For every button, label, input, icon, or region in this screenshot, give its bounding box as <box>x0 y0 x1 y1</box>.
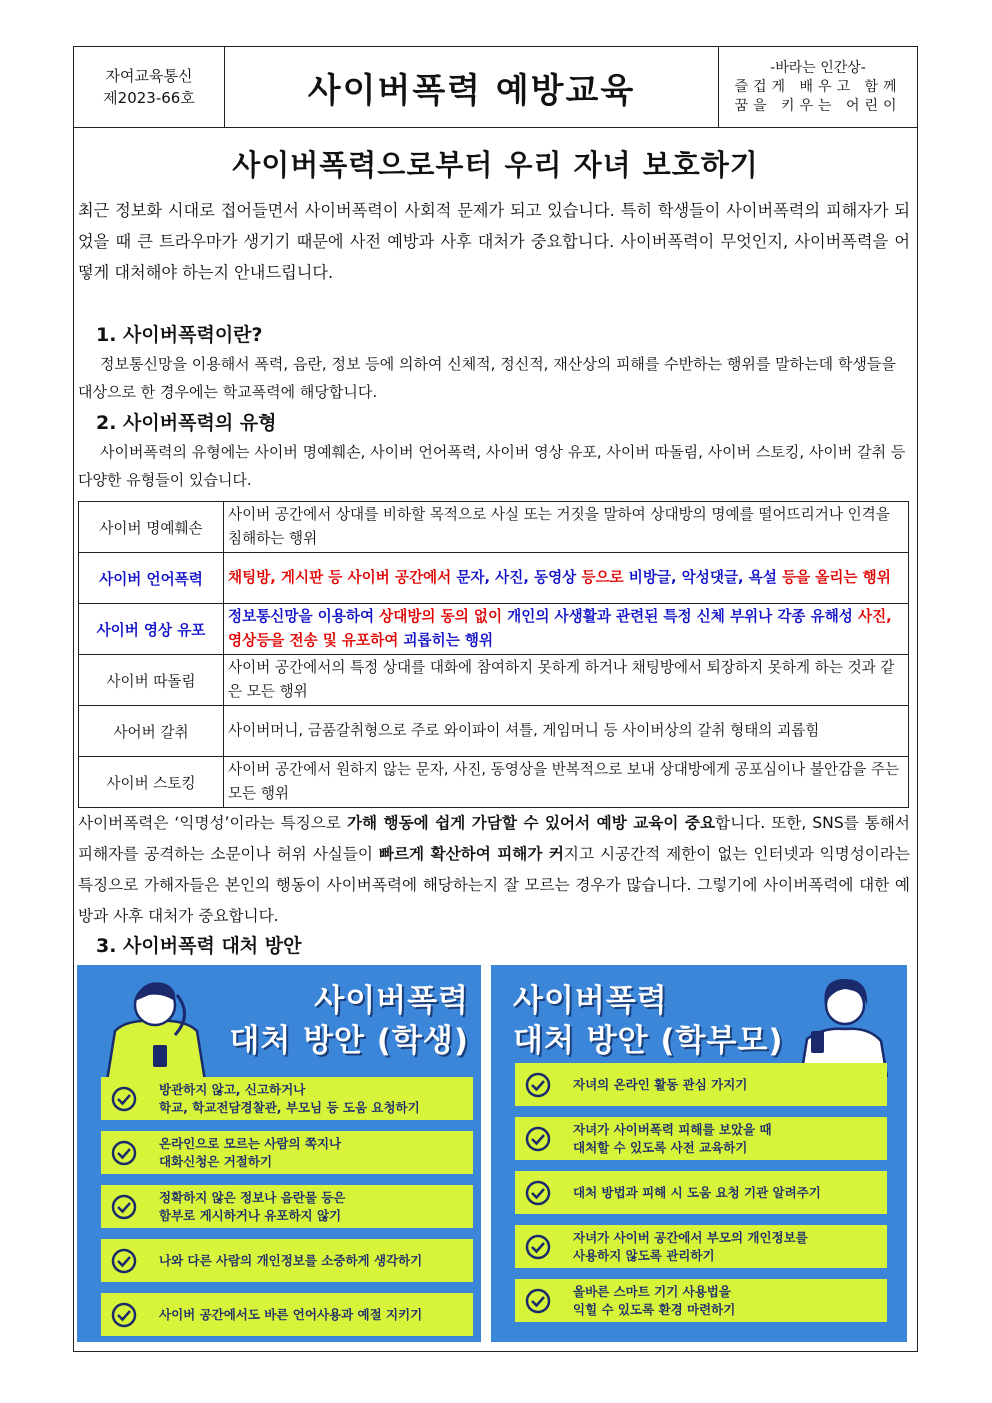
desc-segment: 문자, 사진, 동영상 <box>456 569 577 586</box>
tip-line: 온라인으로 모르는 사람의 쪽지나 <box>159 1135 342 1151</box>
doc-title: 사이버폭력으로부터 우리 자녀 보호하기 <box>232 148 759 182</box>
student-tip <box>101 1131 473 1174</box>
parent-response-panel <box>491 965 907 1342</box>
check-circle-icon <box>515 1279 561 1322</box>
tip-line: 대화신청은 거절하기 <box>159 1153 273 1169</box>
text-segment: 사이버폭력은 ‘익명성’이라는 특징으로 <box>78 814 347 832</box>
section1-heading: 1. 사이버폭력이란? <box>96 324 263 346</box>
type-name: 사이버 영상 유포 <box>79 604 224 655</box>
intro-paragraph: 최근 정보화 시대로 접어들면서 사이버폭력이 사회적 문제가 되고 있습니다. 특히 학생들이 사이버폭력의 피해자가 되었을 때 큰 트라우마가 생기기 때문에 사전 예방과 사후 대처가 중요합니다. 사이버폭력이 무엇인지, 사이버폭력을 어떻게 대처해야 하는지 안내드립니다. <box>78 201 910 282</box>
check-circle-icon <box>515 1117 561 1160</box>
newsletter-frame <box>73 46 918 1352</box>
check-circle-icon <box>101 1131 147 1174</box>
student-tip <box>101 1077 473 1120</box>
table-row <box>79 502 909 553</box>
desc-segment: 개인의 사생활과 관련된 특정 신체 부위나 각종 유해성 <box>502 608 858 625</box>
type-desc: 사이버 공간에서 원하지 않는 문자, 사진, 동영상을 반복적으로 보내 상대방에게 공포심이나 불안감을 주는 모든 행위 <box>224 757 909 808</box>
type-desc: 사이버 공간에서의 특정 상대를 대화에 참여하지 못하게 하거나 채팅방에서 퇴장하지 못하게 하는 것과 같은 모든 행위 <box>224 655 909 706</box>
publication-name: 자여교육통신 <box>105 67 193 85</box>
type-name: 사이버 언어폭력 <box>79 553 224 604</box>
desc-segment: 정보통신망을 이용하여 <box>228 608 380 625</box>
tip-text <box>561 1283 735 1319</box>
desc-segment: 비방글, 악성댓글, 욕설 <box>628 569 777 586</box>
table-row <box>79 655 909 706</box>
check-circle-icon <box>101 1293 147 1336</box>
type-desc: 사이버머니, 금품갈취형으로 주로 와이파이 셔틀, 게임머니 등 사이버상의 갈취 형태의 괴롭힘 <box>224 706 909 757</box>
tip-text <box>147 1189 345 1225</box>
type-desc <box>224 553 909 604</box>
section3-heading: 3. 사이버폭력 대처 방안 <box>96 935 302 957</box>
title-line: 대처 방안 (학생) <box>229 1023 469 1059</box>
school-motto <box>719 47 917 127</box>
check-circle-icon <box>101 1185 147 1228</box>
tip-line: 자녀가 사이버 공간에서 부모의 개인정보를 <box>573 1229 808 1245</box>
parent-tip <box>515 1117 887 1160</box>
parent-panel-title <box>513 981 784 1061</box>
desc-segment: 채팅방, 게시판 등 사이버 공간에서 <box>228 569 457 586</box>
section1-body: 정보통신망을 이용해서 폭력, 음란, 정보 등에 의하여 신체적, 정신적, 재산상의 피해를 수반하는 행위를 말하는데 학생들을 대상으로 한 경우에는 학교폭력에 해당합니다. <box>78 355 896 401</box>
tip-text: 대처 방법과 피해 시 도움 요청 기관 알려주기 <box>573 1184 821 1200</box>
desc-segment: 등으로 <box>576 569 629 586</box>
issue-info <box>74 47 225 127</box>
check-circle-icon <box>515 1171 561 1214</box>
tip-line: 익힐 수 있도록 환경 마련하기 <box>573 1301 736 1317</box>
worried-parent-illustration <box>793 969 893 1077</box>
worried-student-illustration <box>97 971 217 1081</box>
desc-segment: 등을 올리는 행위 <box>776 569 891 586</box>
tip-line: 학교, 학교전담경찰관, 부모님 등 도움 요청하기 <box>159 1099 420 1115</box>
table-row <box>79 553 909 604</box>
table-row <box>79 604 909 655</box>
desc-segment: 상대방의 동의 없이 <box>379 608 503 625</box>
text-segment: 합니다. 또한, SNS를 통해서 피해자를 공격하는 소문이나 허위 사실들이 <box>78 814 910 863</box>
tip-line: 정확하지 않은 정보나 음란물 등은 <box>159 1189 346 1205</box>
type-desc: 사이버 공간에서 상대를 비하할 목적으로 사실 또는 거짓을 말하여 상대방의 명예를 떨어뜨리거나 인격을 침해하는 행위 <box>224 502 909 553</box>
student-response-panel <box>77 965 481 1342</box>
tip-text: 자녀의 온라인 활동 관심 가지기 <box>573 1076 748 1092</box>
tip-text <box>561 1121 772 1157</box>
text-segment: 가해 행동에 쉽게 가담할 수 있어서 예방 교육이 중요 <box>346 814 716 832</box>
tip-text: 나와 다른 사람의 개인정보를 소중하게 생각하기 <box>159 1252 423 1268</box>
header <box>74 47 917 128</box>
desc-segment: 괴롭히는 행위 <box>398 632 494 649</box>
table-row <box>79 706 909 757</box>
parent-tip <box>515 1279 887 1322</box>
text-segment: 지고 시공간적 제한이 없는 인터넷과 익명성이라는 특징으로 가해자들은 본인의 행동이 사이버폭력에 해당하는지 잘 모르는 경우가 많습니다. 그렇기에 사이버폭력에 대한 예방과 사후 대처가 중요합니다. <box>78 845 910 925</box>
tip-text <box>147 1135 341 1171</box>
tip-text: 사이버 공간에서도 바른 언어사용과 예절 지키기 <box>159 1306 423 1322</box>
violence-types-table <box>78 501 909 808</box>
check-circle-icon <box>101 1239 147 1282</box>
tip-line: 대처할 수 있도록 사전 교육하기 <box>573 1139 748 1155</box>
check-circle-icon <box>515 1063 561 1106</box>
student-panel-title <box>229 981 469 1061</box>
type-name: 사이버 스토킹 <box>79 757 224 808</box>
type-name: 사어버 갈취 <box>79 706 224 757</box>
student-tip <box>101 1293 473 1336</box>
title-line: 사이버폭력 <box>314 983 469 1019</box>
desc-segment: 사진, 영상등을 전송 및 유포하여 <box>228 608 892 649</box>
text-segment: 빠르게 확산하여 피해가 커 <box>378 845 564 863</box>
motto-heading: -바라는 인간상- <box>770 59 866 76</box>
motto-line: 꿈을 키우는 어린이 <box>734 97 902 114</box>
parent-tip <box>515 1171 887 1214</box>
tip-line: 자녀가 사이버폭력 피해를 보았을 때 <box>573 1121 772 1137</box>
tip-line: 올바른 스마트 기기 사용법을 <box>573 1283 731 1299</box>
tip-line: 함부로 게시하거나 유포하지 않기 <box>159 1207 342 1223</box>
student-tip <box>101 1239 473 1282</box>
motto-line: 즐겁게 배우고 함께 <box>734 78 902 95</box>
parent-tip <box>515 1063 887 1106</box>
table-row <box>79 757 909 808</box>
check-circle-icon <box>101 1077 147 1120</box>
main-title: 사이버폭력 예방교육 <box>225 47 719 127</box>
title-line: 사이버폭력 <box>513 983 668 1019</box>
tip-text <box>561 1229 808 1265</box>
tip-line: 사용하지 않도록 관리하기 <box>573 1247 715 1263</box>
check-circle-icon <box>515 1225 561 1268</box>
section2-body: 사이버폭력의 유형에는 사이버 명예훼손, 사이버 언어폭력, 사이버 영상 유포, 사이버 따돌림, 사이버 스토킹, 사이버 갈취 등 다양한 유형들이 있습니다. <box>78 443 906 489</box>
parent-tip <box>515 1225 887 1268</box>
anonymity-paragraph <box>78 808 910 932</box>
issue-number: 제2023-66호 <box>103 89 195 107</box>
title-line: 대처 방안 (학부모) <box>513 1023 784 1059</box>
student-tip <box>101 1185 473 1228</box>
type-desc <box>224 604 909 655</box>
type-name: 사이버 따돌림 <box>79 655 224 706</box>
type-name: 사이버 명예훼손 <box>79 502 224 553</box>
tip-text <box>147 1081 420 1117</box>
section2-heading: 2. 사이버폭력의 유형 <box>96 412 277 434</box>
tip-line: 방관하지 않고, 신고하거나 <box>159 1081 306 1097</box>
